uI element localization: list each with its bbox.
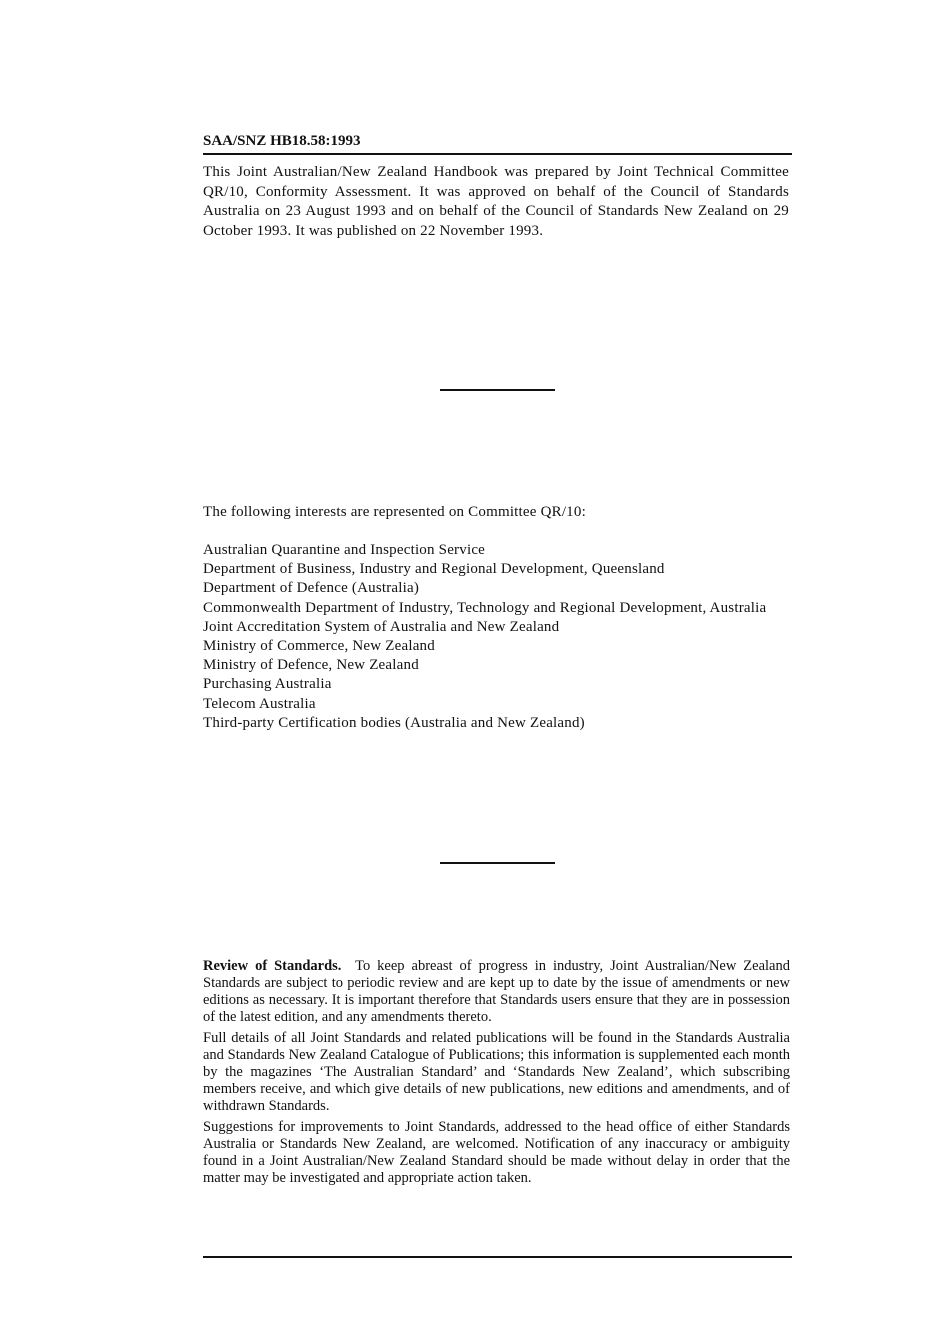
review-paragraph-1-body: To keep abreast of progress in industry, Joint Australian/New Zealand Standards are subject to periodic review and are kept up to date by the issue of amendments or new editions as necessary. It is important therefore that Standards users ensure that they are in possession of the latest edition, and any amendments thereto. (203, 958, 790, 1025)
footer-rule (203, 1256, 792, 1258)
list-item: Department of Business, Industry and Regional Development, Queensland (203, 561, 665, 578)
list-item: Joint Accreditation System of Australia and New Zealand (203, 618, 560, 635)
header-rule (203, 153, 792, 155)
review-paragraph-2: Full details of all Joint Standards and related publications will be found in the Standards Australia and Standards New Zealand Catalogue of Publications; this information is supplemented each month by the magazines ‘The Australian Standard’ and ‘Standards New Zealand’, which subscribing members receive, and which give details of new publications, new editions and amendments, and of withdrawn Standards. (203, 1030, 790, 1114)
interests-list (203, 541, 792, 733)
section-divider-2 (440, 862, 555, 864)
approval-paragraph: This Joint Australian/New Zealand Handbook was prepared by Joint Technical Committee QR/10, Conformity Assessment. It was approved on behalf of the Council of Standards Australia on 23 August 1993 and on behalf of the Council of Standards New Zealand on 29 October 1993. It was published on 22 November 1993. (203, 164, 789, 239)
review-of-standards (203, 958, 790, 1191)
interests-intro: The following interests are represented on Committee QR/10: (203, 504, 586, 520)
list-item: Ministry of Defence, New Zealand (203, 657, 419, 674)
list-item: Commonwealth Department of Industry, Technology and Regional Development, Australia (203, 599, 767, 616)
list-item: Australian Quarantine and Inspection Service (203, 542, 486, 558)
list-item: Third-party Certification bodies (Australia and New Zealand) (203, 714, 585, 731)
section-divider-1 (440, 389, 555, 391)
list-item: Ministry of Commerce, New Zealand (203, 638, 435, 655)
document-id: SAA/SNZ HB18.58:1993 (203, 133, 361, 149)
list-item: Telecom Australia (203, 695, 316, 712)
review-heading: Review of Standards. (203, 958, 342, 974)
list-item: Department of Defence (Australia) (203, 580, 420, 597)
review-paragraph-3: Suggestions for improvements to Joint Standards, addressed to the head office of either Standards Australia or Standards New Zealand, are welcomed. Notification of any inaccuracy or ambiguity found in a Joint Australian/New Zealand Standard should be made without delay in order that the matter may be investigated and appropriate action taken. (203, 1119, 790, 1186)
review-paragraph-1 (203, 958, 790, 1026)
list-item: Purchasing Australia (203, 676, 332, 693)
